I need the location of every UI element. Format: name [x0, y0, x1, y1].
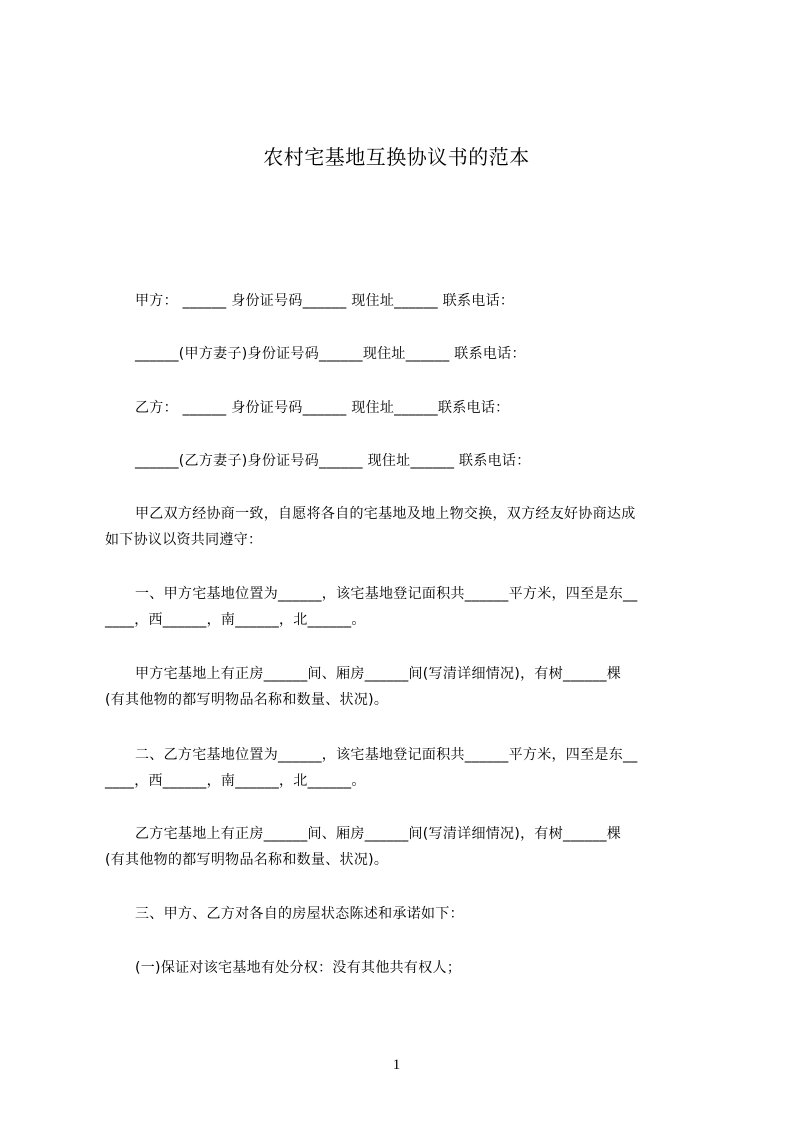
party-a-buildings-line-2: (有其他物的都写明物品名称和数量、状况)。: [105, 692, 389, 708]
party-b-buildings-line-1: 乙方宅基地上有正房______间、厢房______间(写清详细情况)，有树______棵: [135, 826, 622, 842]
clause-1-line-1: 一、甲方宅基地位置为______，该宅基地登记面积共______平方米，四至是东__: [135, 586, 638, 602]
page-number: 1: [392, 1057, 401, 1073]
agreement-intro-line-2: 如下协议以资共同遵守：: [105, 532, 263, 548]
party-a-info-line: 甲方： ______ 身份证号码______ 现住址______ 联系电话：: [135, 293, 515, 309]
clause-3-item-1-line: (一)保证对该宅基地有处分权：没有其他共有权人；: [135, 960, 462, 976]
party-b-buildings-line-2: (有其他物的都写明物品名称和数量、状况)。: [105, 852, 389, 868]
clause-2-line-1: 二、乙方宅基地位置为______，该宅基地登记面积共______平方米，四至是东__: [135, 747, 638, 763]
party-b-info-line: 乙方： ______ 身份证号码______ 现住址______联系电话：: [135, 400, 510, 416]
party-a-spouse-info-line: ______(甲方妻子)身份证号码______现住址______ 联系电话：: [135, 346, 526, 362]
document-title: 农村宅基地互换协议书的范本: [263, 145, 530, 169]
party-a-buildings-line-1: 甲方宅基地上有正房______间、厢房______间(写清详细情况)，有树______棵: [135, 666, 622, 682]
clause-2-line-2: ____，西______，南______，北______。: [105, 773, 366, 789]
party-b-spouse-info-line: ______(乙方妻子)身份证号码______ 现住址______ 联系电话：: [135, 453, 531, 469]
clause-3-line: 三、甲方、乙方对各自的房屋状态陈述和承诺如下：: [135, 906, 464, 922]
clause-1-line-2: ____，西______，南______，北______。: [105, 612, 366, 628]
agreement-intro-line-1: 甲乙双方经协商一致，自愿将各自的宅基地及地上物交换，双方经友好协商达成: [135, 506, 636, 522]
